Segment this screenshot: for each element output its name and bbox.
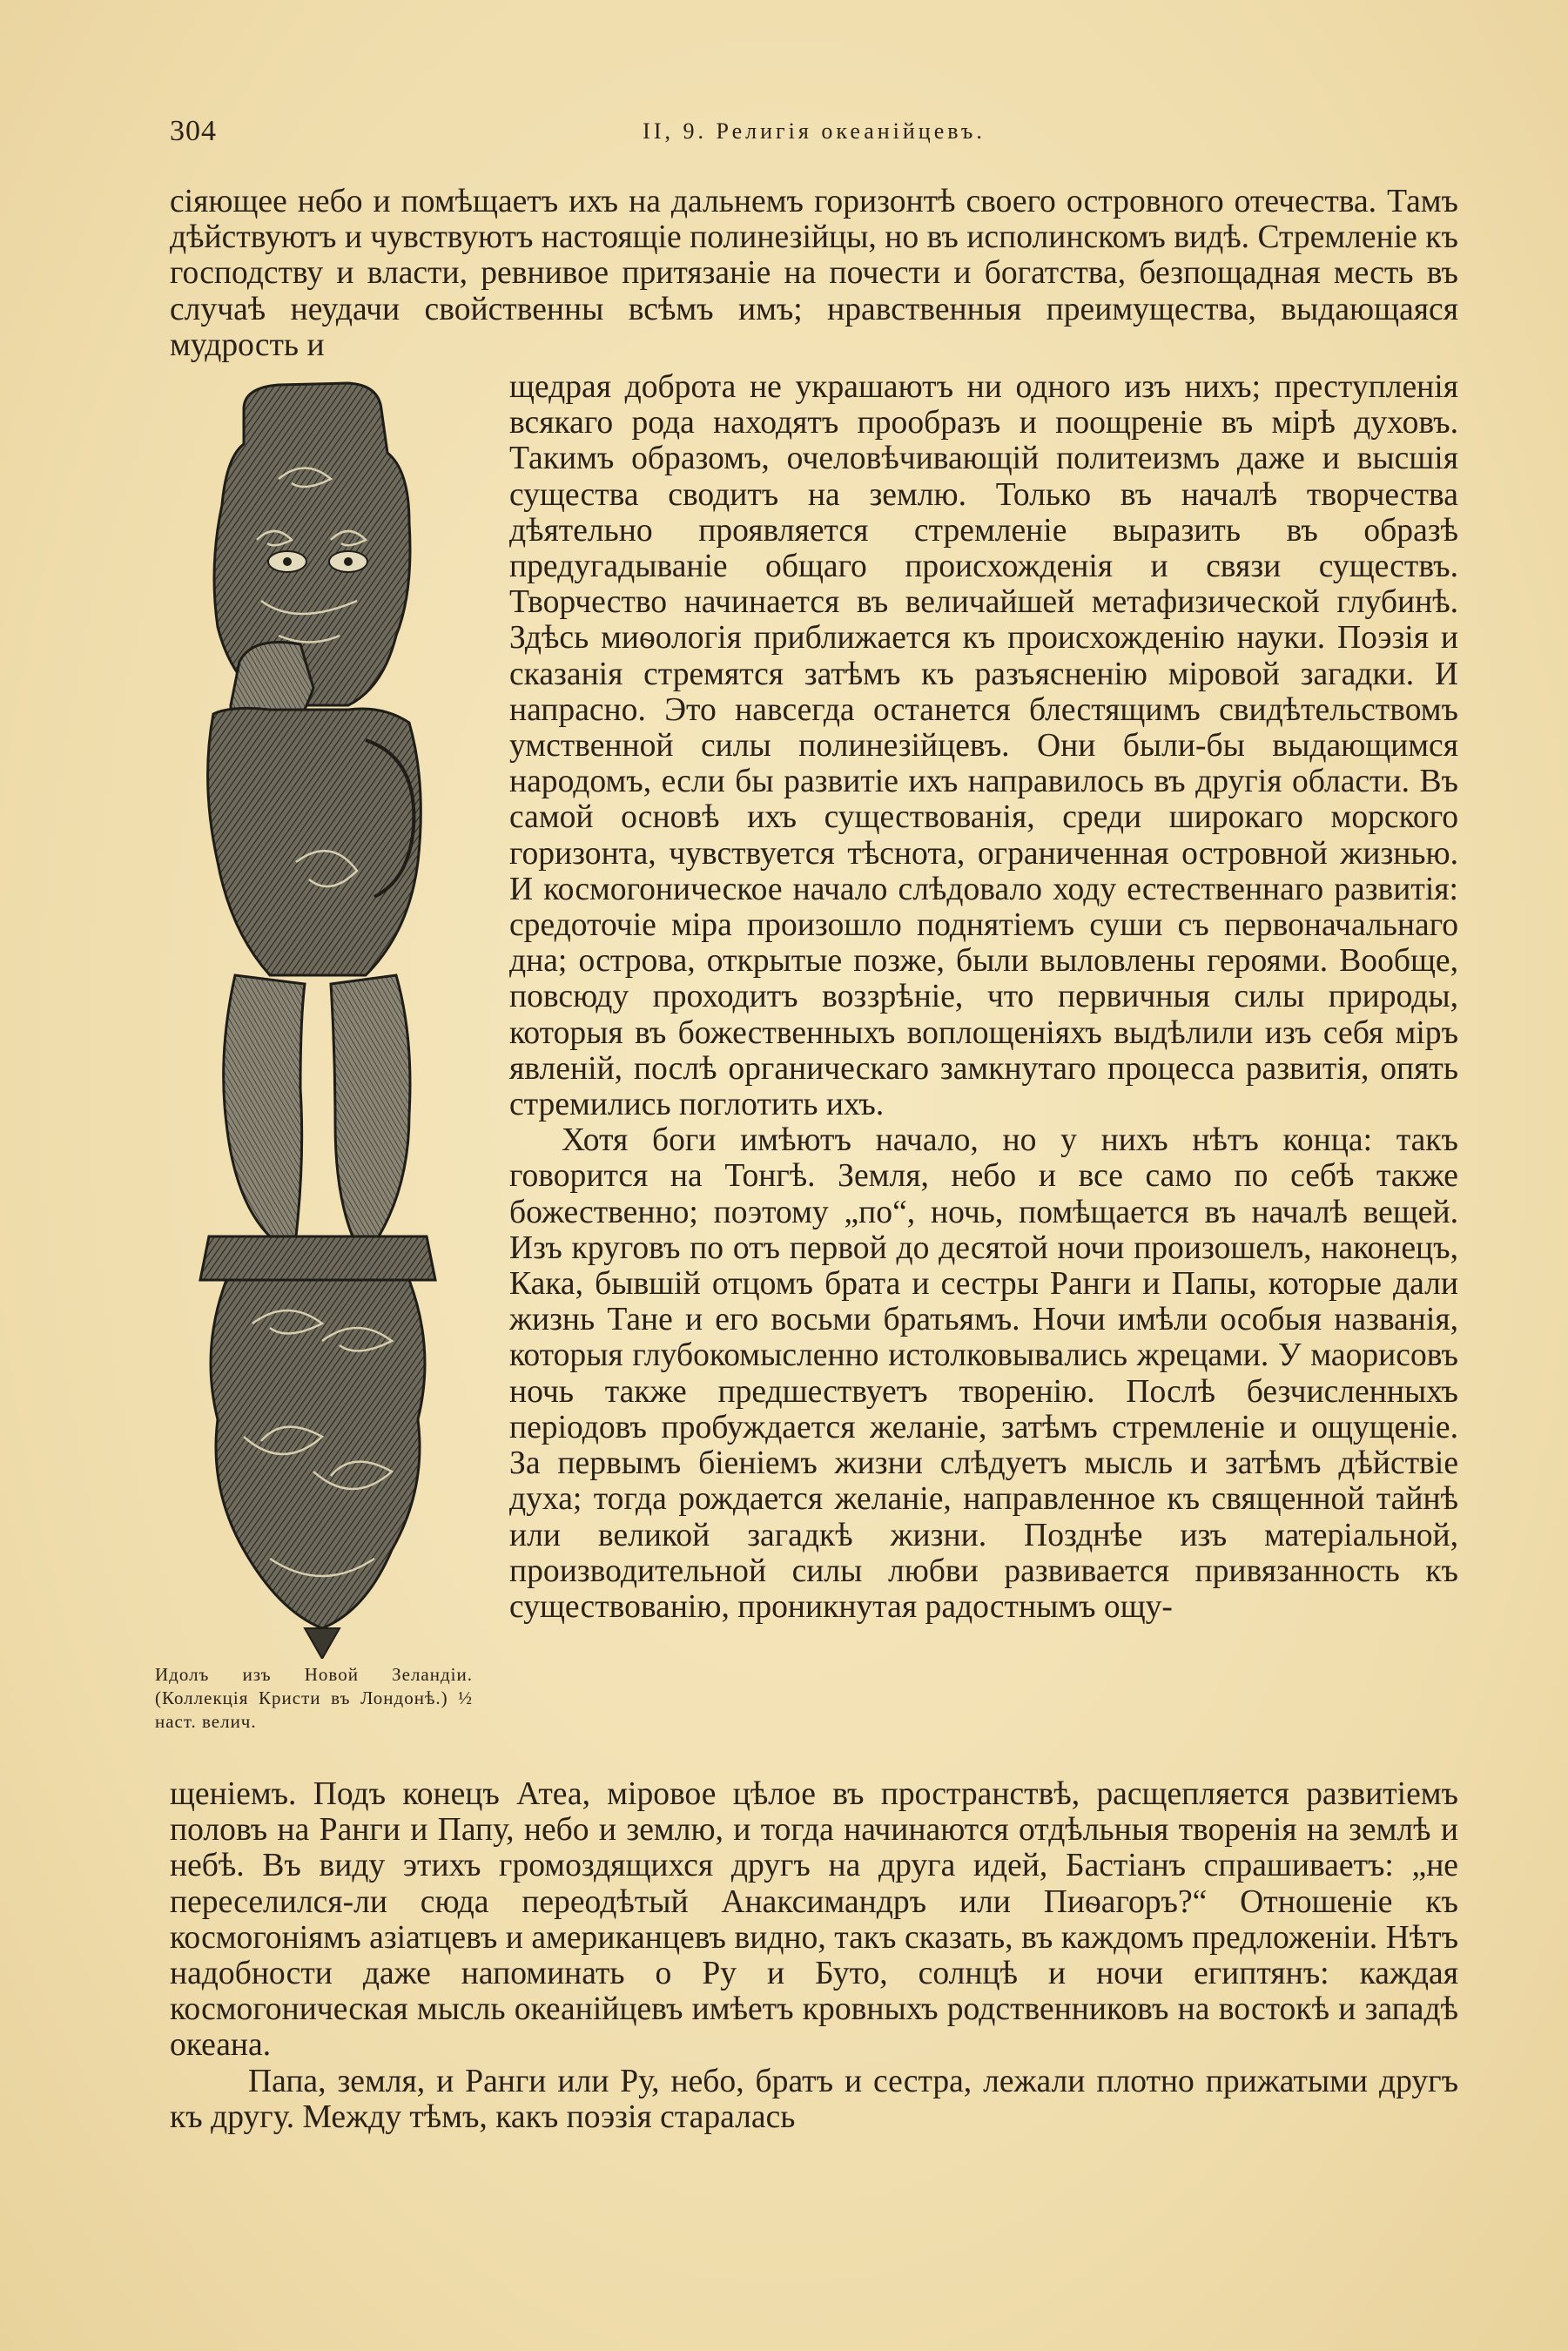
idol-engraving <box>148 374 492 1659</box>
paragraph-wrap-1: щедрая доброта не украшаютъ ни одного изъ нихъ; преступленія всякаго рода находятъ прообразъ и поощреніе въ мірѣ духовъ. Такимъ образомъ, очеловѣчивающій политеизмъ даже и высшія существа сводитъ на землю. Только въ началѣ творчества дѣятельно проявляется стремленіе выразить въ образѣ предугадываніе общаго происхожденія и связи существъ. Творчество начинается въ величайшей метафизической глубинѣ. Здѣсь миѳологія приближается къ происхожденію науки. Поэзія и сказанія стремятся затѣмъ къ разъясненію міровой загадки. И напрасно. Это навсегда останется блестящимъ свидѣтельствомъ умственной силы полинезійцевъ. Они были-бы выдающимся народомъ, если бы развитіе ихъ направилось въ другія области. Въ самой основѣ ихъ существованія, среди широкаго морского горизонта, чувствуется тѣснота, ограниченная островной жизнью. И космогоническое начало слѣдовало ходу естественнаго развитія: средоточіе міра произошло поднятіемъ суши съ первоначальнаго дна; острова, открытые позже, были выловлены героями. Вообще, повсюду проходитъ воззрѣніе, что первичныя силы природы, которыя въ божественныхъ воплощеніяхъ выдѣлили изъ себя міръ явленій, послѣ органическаго замкнутаго процесса развитія, опять стремились поглотить ихъ. <box>509 369 1458 1123</box>
paragraph-top: сіяющее небо и помѣщаетъ ихъ на дальнемъ горизонтѣ своего островного отечества. Тамъ дѣйствуютъ и чувствуютъ настоящіе полинезійцы, но въ исполинскомъ видѣ. Стремленіе къ господству и власти, ревнивое притязаніе на почести и богатства, безпощадная месть въ случаѣ неудачи свойственны всѣмъ имъ; нравственныя преимущества, выдающаяся мудрость и <box>170 184 1458 363</box>
page-number: 304 <box>170 115 217 147</box>
paragraph-wrap-2: Хотя боги имѣютъ начало, но у нихъ нѣтъ конца: такъ говорится на Тонгѣ. Земля, небо и все само по себѣ также божественно; поэтому „по“, ночь, помѣщается въ началѣ вещей. Изъ круговъ по отъ первой до десятой ночи произошелъ, наконецъ, Кака, бывшій отцомъ брата и сестры Ранги и Папы, которые дали жизнь Тане и его восьми братьямъ. Ночи имѣли особыя названія, которыя глубокомысленно истолковывались жрецами. У маорисовъ ночь также предшествуетъ творенію. Послѣ безчисленныхъ періодовъ пробуждается желаніе, затѣмъ стремленіе и ощущеніе. За первымъ біеніемъ жизни слѣдуетъ мысль и затѣмъ дѣйствіе духа; тогда рождается желаніе, направленное къ священной тайнѣ или великой загадкѣ жизни. Позднѣе изъ матеріальной, производительной силы любви развивается привязанность къ существованію, проникнутая радостнымъ ощу- <box>509 1122 1458 1625</box>
paragraph-bottom-1: щеніемъ. Подъ конецъ Атеа, міровое цѣлое въ пространствѣ, расщепляется развитіемъ половъ на Ранги и Папу, небо и землю, и тогда начинаются отдѣльныя творенія на землѣ и небѣ. Въ виду этихъ громоздящихся другъ на друга идей, Бастіанъ спрашиваетъ: „не переселился-ли сюда переодѣтый Анаксимандръ или Пиѳагоръ?“ Отношеніе къ космогоніямъ азіатцевъ и американцевъ видно, такъ сказать, въ каждомъ предложеніи. Нѣтъ надобности даже напоминать о Ру и Буто, солнцѣ и ночи египтянъ: каждая космогоническая мысль океанійцевъ имѣетъ кровныхъ родственниковъ на востокѣ и западѣ океана. <box>170 1776 1458 2064</box>
running-head: II, 9. Религія океанійцевъ. <box>643 118 986 144</box>
figure-caption: Идолъ изъ Новой Зеландіи. (Коллекція Кристи въ Лондонѣ.) ½ наст. велич. <box>155 1664 473 1732</box>
wrapped-text-column <box>509 369 1458 1625</box>
top-text-block <box>170 184 1458 363</box>
page-header <box>170 115 1458 150</box>
bottom-text-block <box>170 1776 1458 2135</box>
paragraph-bottom-2: Папа, земля, и Ранги или Ру, небо, братъ и сестра, лежали плотно прижатыми другъ къ другу. Между тѣмъ, какъ поэзія старалась <box>170 2063 1458 2135</box>
maori-idol-figure <box>148 374 492 1659</box>
